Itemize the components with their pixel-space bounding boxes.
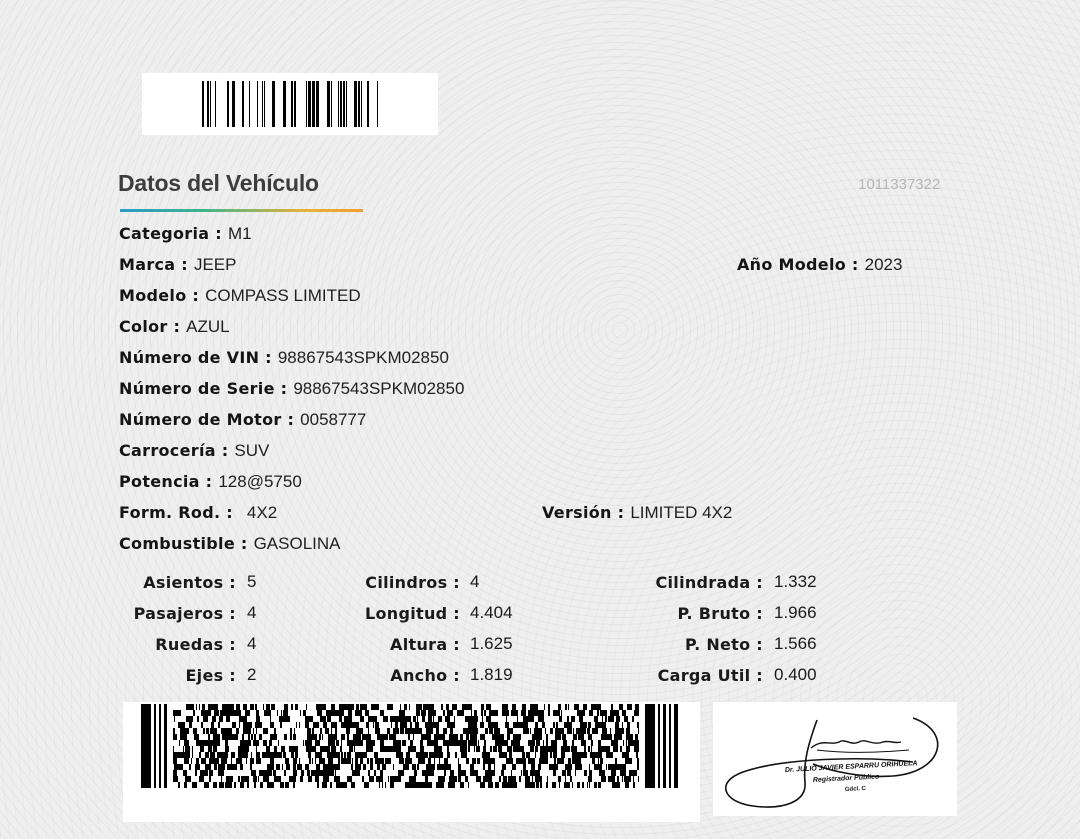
field-label: Versión :: [542, 503, 625, 522]
field-label: Modelo :: [119, 286, 200, 305]
spec-label: Ruedas :: [155, 635, 236, 654]
field-vin: [119, 348, 449, 368]
spec-label: Cilindros :: [365, 573, 460, 592]
field-marca: [119, 255, 237, 275]
spec-label: Asientos :: [143, 573, 236, 592]
field-serie: [119, 379, 464, 399]
spec-value: 1.566: [774, 634, 817, 653]
spec-label: P. Bruto :: [677, 604, 763, 623]
field-value: 98867543SPKM02850: [293, 379, 465, 398]
field-value: 2023: [864, 255, 903, 274]
spec-label: Longitud :: [365, 604, 460, 623]
spec-value: 4: [247, 634, 257, 653]
field-form-rod: [119, 503, 277, 523]
spec-label: Ancho :: [390, 666, 460, 685]
spec-value: 1.819: [470, 665, 513, 684]
document-number: 1011337322: [858, 176, 941, 193]
field-label: Form. Rod. :: [119, 503, 233, 522]
signatory-office: Gdcl. C: [844, 785, 867, 793]
spec-value: 1.625: [470, 634, 513, 653]
signatory-name: Dr. JULIO JAVIER ESPARRU ORIHUELA: [784, 760, 918, 774]
field-value: JEEP: [193, 255, 237, 274]
field-label: Combustible :: [119, 534, 248, 553]
field-label: Potencia :: [119, 472, 213, 491]
field-version: [542, 503, 732, 523]
field-value: 128@5750: [218, 472, 302, 491]
spec-label: Altura :: [390, 635, 460, 654]
top-barcode: [142, 73, 438, 135]
field-color: [119, 317, 230, 337]
field-value: AZUL: [186, 317, 230, 336]
spec-value: 4: [247, 603, 257, 622]
spec-value: 1.332: [774, 572, 817, 591]
spec-label: P. Neto :: [685, 635, 763, 654]
pdf417-graphic: [141, 704, 681, 788]
spec-value: 4.404: [470, 603, 513, 622]
field-label: Número de Serie :: [119, 379, 288, 398]
spec-value: 0.400: [774, 665, 817, 684]
linear-barcode-graphic: [202, 81, 382, 127]
spec-value: 5: [247, 572, 257, 591]
field-carroceria: [119, 441, 269, 461]
spec-label: Ejes :: [185, 666, 236, 685]
field-label: Marca :: [119, 255, 188, 274]
page-title: Datos del Vehículo: [118, 170, 319, 196]
signatory-title: Registrador Público: [812, 773, 880, 784]
field-label: Color :: [119, 317, 181, 336]
field-value: M1: [227, 224, 252, 243]
field-modelo: [119, 286, 361, 306]
field-value: GASOLINA: [253, 534, 341, 553]
spec-label: Cilindrada :: [655, 573, 763, 592]
field-value: 98867543SPKM02850: [277, 348, 449, 367]
field-value: LIMITED 4X2: [630, 503, 733, 522]
field-motor: [119, 410, 366, 430]
field-combustible: [119, 534, 341, 554]
handwritten-signature: [713, 702, 957, 816]
pdf417-barcode: [123, 702, 700, 822]
field-label: Número de VIN :: [119, 348, 272, 367]
field-label: Año Modelo :: [737, 255, 859, 274]
field-potencia: [119, 472, 302, 492]
spec-label: Pasajeros :: [133, 604, 236, 623]
signature-area: [713, 702, 957, 816]
field-categoria: [119, 224, 252, 244]
field-value: COMPASS LIMITED: [205, 286, 361, 305]
field-value: SUV: [234, 441, 270, 460]
spec-value: 1.966: [774, 603, 817, 622]
field-label: Carrocería :: [119, 441, 229, 460]
field-value: 0058777: [300, 410, 367, 429]
field-label: Categoria :: [119, 224, 222, 243]
title-underline: [120, 209, 363, 212]
spec-value: 4: [470, 572, 480, 591]
field-anio-modelo: [737, 255, 902, 275]
field-value: 4X2: [246, 503, 278, 522]
spec-value: 2: [247, 665, 257, 684]
spec-label: Carga Util :: [657, 666, 763, 685]
field-label: Número de Motor :: [119, 410, 295, 429]
